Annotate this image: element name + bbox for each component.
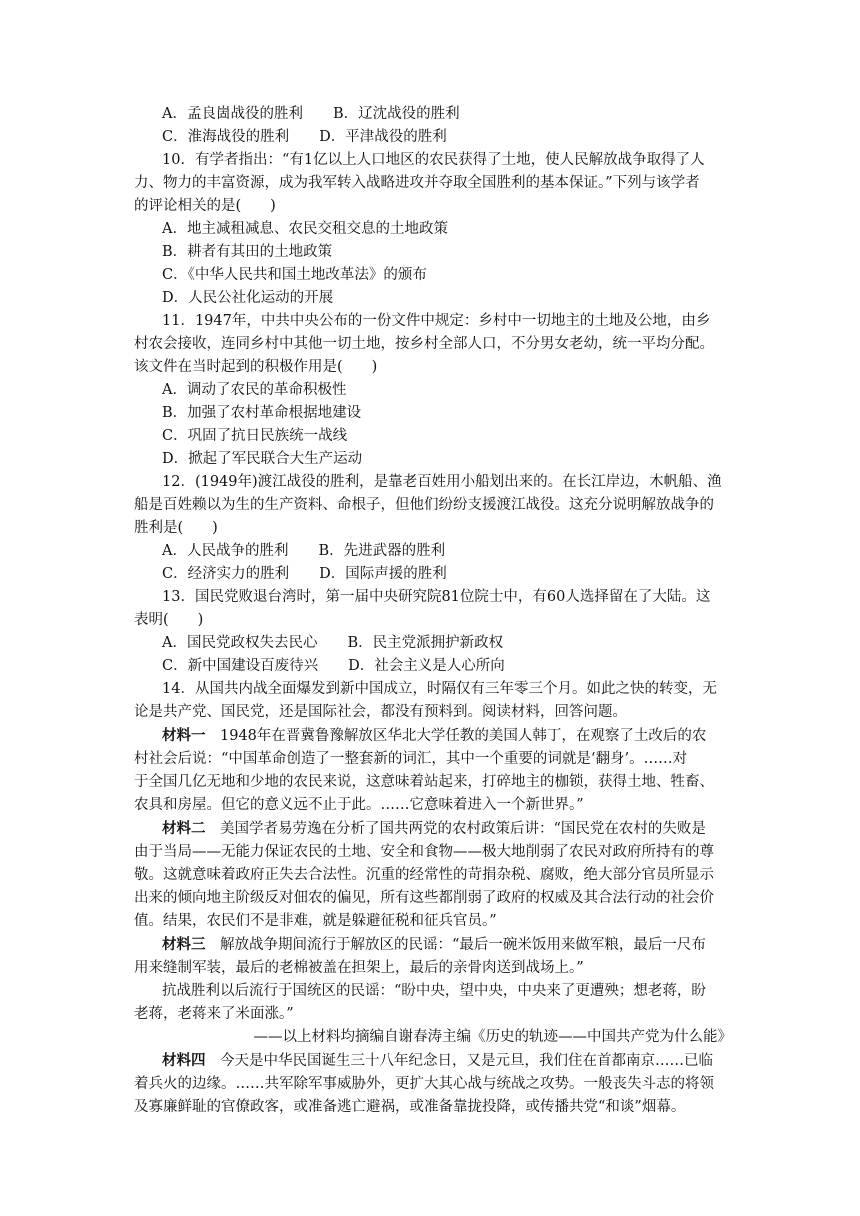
q13-options-row-1 [134,632,732,655]
q13-stem-line-1: 13．国民党败退台湾时，第一届中央研究院81位院士中，有60人选择留在了大陆。这 [162,589,711,605]
q12-option-c: C．经济实力的胜利 [162,566,290,582]
q12-option-b: B．先进武器的胜利 [318,543,446,559]
q12-option-a: A．人民战争的胜利 [162,543,289,559]
material-1-label: 材料一 [162,727,206,744]
q12-option-d: D．国际声援的胜利 [319,566,447,582]
q13-option-d: D．社会主义是人心所向 [348,658,505,674]
q14-stem-line-2: 论是共产党、国民党，还是国际社会，都没有预料到。阅读材料，回答问题。 [134,704,627,720]
q9-option-c: C．淮海战役的胜利 [162,129,290,145]
q9-option-d: D．平津战役的胜利 [319,129,447,145]
q12-stem-line-2: 船是百姓赖以为生的生产资料、命根子，但他们纷纷支援渡江战役。这充分说明解放战争的 [134,497,714,513]
q10-option-a: A．地主减租减息、农民交租交息的土地政策 [162,221,448,237]
material-1-line-4: 农具和房屋。但它的意义远不止于此。……它意味着进入一个新世界。” [134,797,584,813]
q13-option-c: C．新中国建设百废待兴 [162,658,319,674]
material-1-line-1 [134,724,732,748]
q9-option-b: B．辽沈战役的胜利 [332,106,460,122]
material-3-line-1 [134,933,732,957]
material-4-line-2: 着兵火的边缘。……共军除军事威胁外，更扩大其心战与统战之攻势。一般丧失斗志的将领 [134,1076,714,1092]
q10-option-b: B．耕者有其田的土地政策 [162,244,333,260]
material-4-line-3: 及寡廉鲜耻的官僚政客，或准备逃亡避祸，或准备靠拢投降，或传播共党“和谈”烟幕。 [134,1099,686,1115]
q9-options-row-1 [134,103,732,126]
q11-stem-line-3: 该文件在当时起到的积极作用是( ) [134,359,378,375]
material-source: ——以上材料均摘编自谢春涛主编《历史的轨迹——中国共产党为什么能》 [253,1029,732,1045]
q11-option-c: C．巩固了抗日民族统一战线 [162,428,348,444]
q11-option-d: D．掀起了军民联合大生产运动 [162,451,363,467]
q10-stem-line-3: 的评论相关的是( ) [134,198,276,214]
material-2-line-3: 敬。这就意味着政府正失去合法性。沉重的经常性的苛捐杂税、腐败，绝大部分官员所显示 [134,867,714,883]
material-2-line-5: 值。结果，农民们不是非难，就是躲避征税和征兵官员。” [134,913,497,929]
q10-stem-line-2: 力、物力的丰富资源，成为我军转入战略进攻并夺取全国胜利的基本保证。”下列与该学者 [134,175,700,191]
material-3b-line-1: 抗战胜利以后流行于国统区的民谣：“盼中央，望中央，中央来了更遭殃；想老蒋，盼 [162,983,706,999]
q10-option-d: D．人民公社化运动的开展 [162,290,334,306]
material-1-line-2: 村社会后说：“中国革命创造了一整套新的词汇，其中一个重要的词就是‘翻身’。……对 [134,751,688,767]
material-4-label: 材料四 [162,1052,206,1069]
material-4-text-1: 今天是中华民国诞生三十八年纪念日，又是元旦，我们住在首都南京……已临 [205,1053,713,1069]
material-2-line-2: 由于当局——无能力保证农民的土地、安全和食物——极大地削弱了农民对政府所持有的尊 [134,844,714,860]
material-4-line-1 [134,1049,732,1073]
material-1-line-3: 于全国几亿无地和少地的农民来说，这意味着站起来，打碎地主的枷锁，获得土地、牲畜、 [134,774,714,790]
material-2-label: 材料二 [162,820,206,837]
q13-options-row-2 [134,655,732,678]
q11-stem-line-2: 村农会接收，连同乡村中其他一切土地，按乡村全部人口，不分男女老幼，统一平均分配。 [134,336,714,352]
q13-option-b: B．民主党派拥护新政权 [347,635,504,651]
q10-option-c: C．《中华人民共和国土地改革法》的颁布 [162,267,427,283]
material-3-label: 材料三 [162,936,206,953]
q12-stem-line-3: 胜利是( ) [134,520,218,536]
material-2-text-1: 美国学者易劳逸在分析了国共两党的农村政策后讲：“国民党在农村的失败是 [205,821,706,837]
document-content [134,103,732,1119]
q12-options-row-1 [134,540,732,563]
q10-stem-line-1: 10．有学者指出：“有1亿以上人口地区的农民获得了土地，使人民解放战争取得了人 [162,152,705,168]
q11-option-b: B．加强了农村革命根据地建设 [162,405,362,421]
q9-options-row-2 [134,126,732,149]
material-3-text-1: 解放战争期间流行于解放区的民谣：“最后一碗米饭用来做军粮，最后一尺布 [205,937,706,953]
q9-option-a: A．孟良崮战役的胜利 [162,106,303,122]
q12-options-row-2 [134,563,732,586]
material-3-line-2: 用来缝制军装，最后的老棉被盖在担架上，最后的亲骨肉送到战场上。” [134,960,584,976]
material-1-text-1: 1948年在晋冀鲁豫解放区华北大学任教的美国人韩丁，在观察了土改后的农 [205,728,707,744]
q13-option-a: A．国民党政权失去民心 [162,635,318,651]
q12-stem-line-1: 12．(1949年)渡江战役的胜利，是靠老百姓用小船划出来的。在长江岸边，木帆船、渔 [162,474,722,490]
q14-stem-line-1: 14．从国共内战全面爆发到新中国成立，时隔仅有三年零三个月。如此之快的转变，无 [162,681,717,697]
material-2-line-1 [134,817,732,841]
q11-stem-line-1: 11．1947年，中共中央公布的一份文件中规定：乡村中一切地主的土地及公地，由乡 [162,313,711,329]
q11-option-a: A．调动了农民的革命积极性 [162,382,347,398]
material-2-line-4: 出来的倾向地主阶级反对佃农的偏见，所有这些都削弱了政府的权威及其合法行动的社会价 [134,890,714,906]
material-3b-line-2: 老蒋，老蒋来了米面涨。” [134,1006,294,1022]
q13-stem-line-2: 表明( ) [134,612,204,628]
